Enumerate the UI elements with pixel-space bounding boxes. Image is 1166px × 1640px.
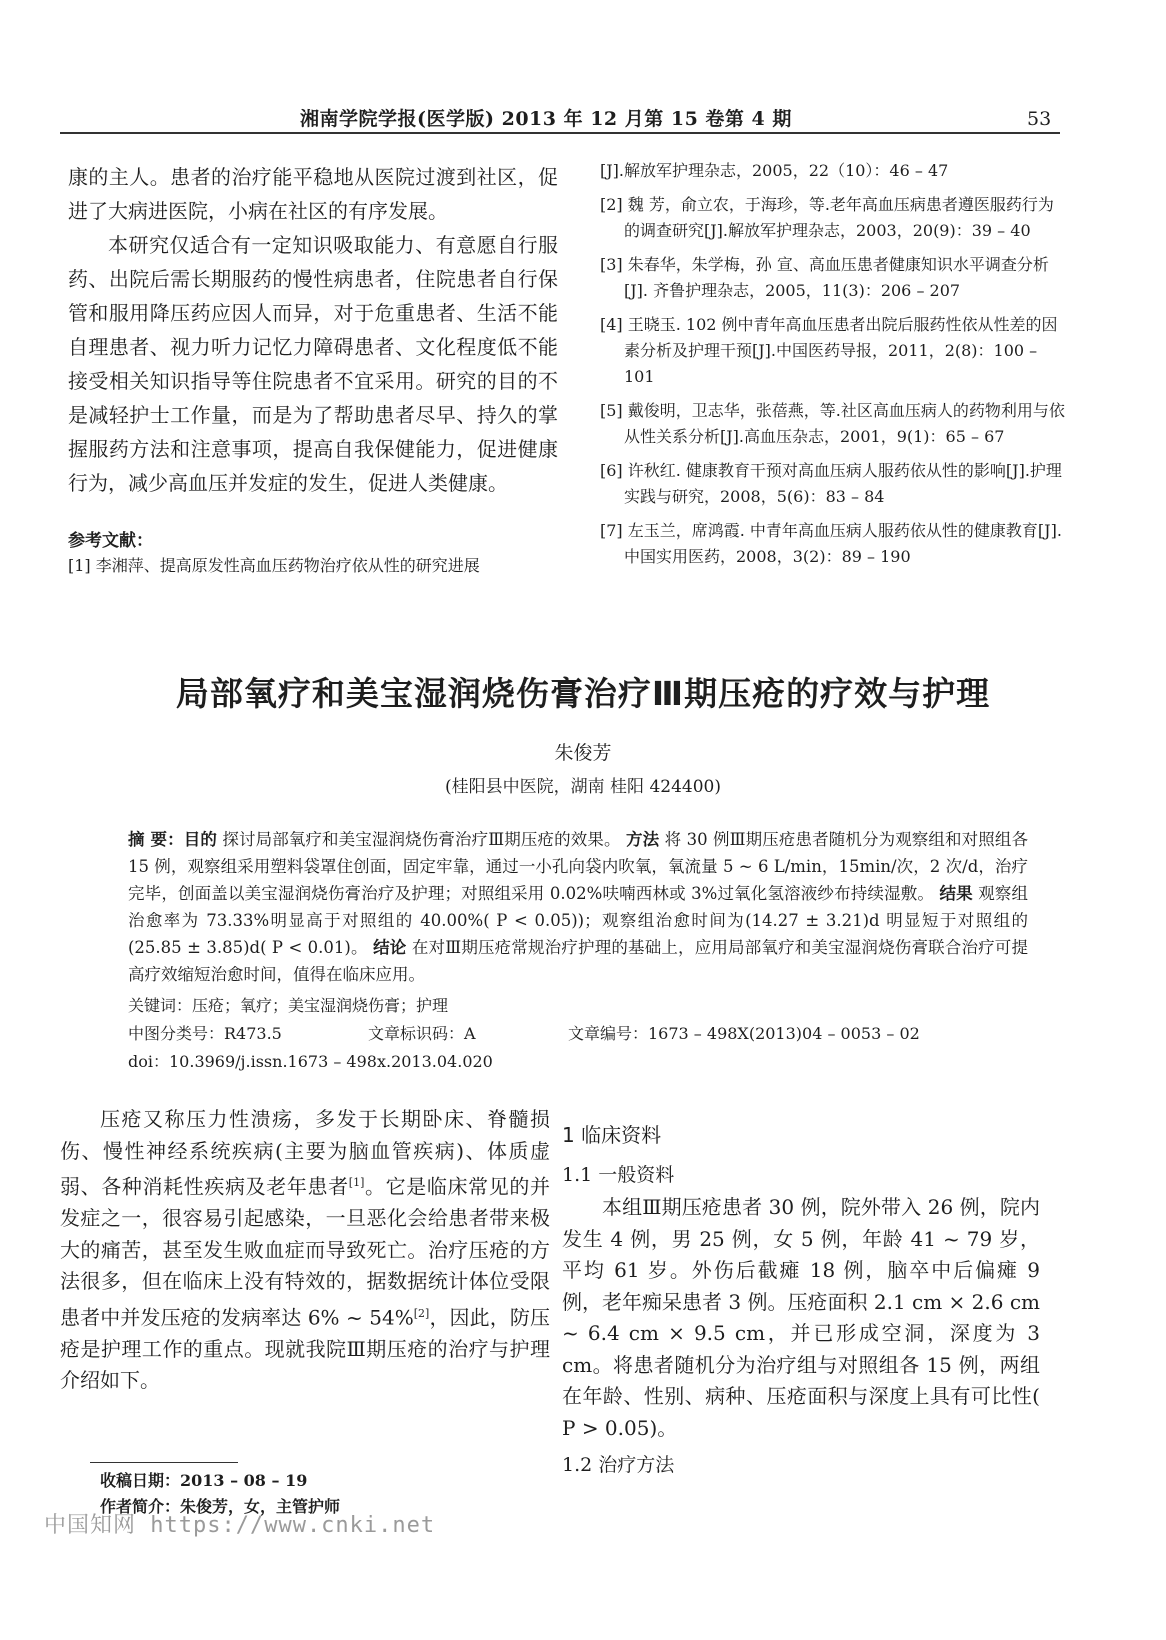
abstract bbox=[128, 826, 1028, 988]
article-title: 局部氧疗和美宝湿润烧伤膏治疗Ⅲ期压疮的疗效与护理 bbox=[175, 674, 991, 713]
author-affiliation: (桂阳县中医院，湖南 桂阳 424400) bbox=[445, 777, 721, 797]
citation-1: [1] bbox=[348, 1176, 365, 1189]
conclusion-label: 结论 bbox=[373, 938, 407, 957]
citation-2: [2] bbox=[413, 1306, 430, 1320]
abstract-purpose: 探讨局部氧疗和美宝湿润烧伤膏治疗Ⅲ期压疮的效果。 bbox=[222, 830, 621, 849]
reference-7: [7] 左玉兰，席鸿霞. 中青年高血压病人服药依从性的健康教育[J]. 中国实用医药，2008，3(2)：89 – 190 bbox=[600, 521, 1062, 566]
keywords: 关键词：压疮；氧疗；美宝湿润烧伤膏；护理 bbox=[128, 996, 449, 1015]
method-label: 方法 bbox=[626, 830, 660, 849]
footnote-rule bbox=[90, 1462, 238, 1463]
intro-text-b: 。它是临床常见的并发症之一，很容易引起感染，一旦恶化会给患者带来极大的痛苦，甚至发生败血症而导致死亡。治疗压疮的方法很多，但在临床上没有特效的，据数据统计体位受限患者中并发压疮的发病率达 6% ~ 54% bbox=[60, 1174, 551, 1330]
intro-paragraph bbox=[60, 1104, 550, 1397]
reference-1-cont: [J].解放军护理杂志，2005，22（10）：46 – 47 bbox=[600, 161, 949, 180]
clc-number: 中图分类号：R473.5 bbox=[128, 1024, 282, 1043]
subsection-heading: 1.1 一般资料 bbox=[562, 1164, 675, 1186]
body-left-column bbox=[60, 1104, 550, 1397]
author-bio: 作者简介：朱俊芳，女，主管护师 bbox=[100, 1497, 341, 1516]
abstract-method: 将 30 例Ⅲ期压疮患者随机分为观察组和对照组各 15 例，观察组采用塑料袋罩住创面，固定牢靠，通过一小孔向袋内吹氧，氧流量 5 ~ 6 L/min，15min/次，2 次/d，治疗完毕，创面盖以美宝湿润烧伤膏治疗及护理；对照组采用 0.02%呋喃西林或 3%过氧化氢溶液纱布持续湿敷。 bbox=[128, 830, 1029, 903]
article-author: 朱俊芳 bbox=[554, 742, 612, 764]
prev-article-left-column bbox=[68, 160, 558, 500]
abstract-label: 摘 要：目的 bbox=[128, 830, 217, 849]
references-title: 参考文献： bbox=[68, 531, 153, 551]
document-code: 文章标识码：A bbox=[368, 1024, 476, 1043]
article-number: 文章编号：1673 – 498X(2013)04 – 0053 – 02 bbox=[568, 1024, 920, 1043]
body-right-column bbox=[562, 1120, 1040, 1482]
reference-6: [6] 许秋红. 健康教育干预对高血压病人服药依从性的影响[J].护理实践与研究，2008，5(6)：83 – 84 bbox=[600, 461, 1062, 506]
doi: doi：10.3969/j.issn.1673 – 498x.2013.04.020 bbox=[128, 1052, 493, 1071]
reference-4: [4] 王晓玉. 102 例中青年高血压患者出院后服药性依从性差的因素分析及护理干预[J].中国医药导报，2011，2(8)：100 – 101 bbox=[600, 315, 1058, 386]
prev-para-2: 本研究仅适合有一定知识吸取能力、有意愿自行服药、出院后需长期服药的慢性病患者，住院患者自行保管和服用降压药应因人而异，对于危重患者、生活不能自理患者、视力听力记忆力障碍患者、文化程度低不能接受相关知识指导等住院患者不宜采用。研究的目的不是减轻护士工作量，而是为了帮助患者尽早、持久的掌握服药方法和注意事项，提高自我保健能力，促进健康行为，减少高血压并发症的发生，促进人类健康。 bbox=[68, 233, 558, 495]
received-date: 收稿日期：2013 – 08 – 19 bbox=[100, 1471, 308, 1490]
header-rule bbox=[60, 132, 1060, 134]
intro-text-c: ，因此，防压疮是护理工作的重点。现就我院Ⅲ期压疮的治疗与护理介绍如下。 bbox=[60, 1305, 551, 1393]
reference-5: [5] 戴俊明，卫志华，张蓓燕，等.社区高血压病人的药物利用与依从性关系分析[J].高血压杂志，2001，9(1)：65 – 67 bbox=[600, 401, 1065, 446]
references-right-column bbox=[600, 160, 1068, 578]
page-number: 53 bbox=[1027, 108, 1052, 130]
cnki-watermark: 中国知网 https://www.cnki.net bbox=[44, 1513, 436, 1538]
reference-3: [3] 朱春华，朱学梅，孙 宣、高血压患者健康知识水平调查分析[J]. 齐鲁护理杂志，2005，11(3)：206 – 207 bbox=[600, 255, 1049, 300]
result-label: 结果 bbox=[939, 884, 973, 903]
subsection-heading-2: 1.2 治疗方法 bbox=[562, 1454, 675, 1476]
reference-2: [2] 魏 芳，俞立农，于海珍，等.老年高血压病患者遵医服药行为的调查研究[J].解放军护理杂志，2003，20(9)：39 – 40 bbox=[600, 195, 1054, 240]
section-heading: 1 临床资料 bbox=[562, 1123, 662, 1147]
running-head: 湘南学院学报(医学版) 2013 年 12 月第 15 卷第 4 期 bbox=[300, 108, 792, 130]
section-paragraph: 本组Ⅲ期压疮患者 30 例，院外带入 26 例，院内发生 4 例，男 25 例，女 5 例，年龄 41 ~ 79 岁，平均 61 岁。外伤后截瘫 18 例，脑卒中后偏瘫 9 例，老年痴呆患者 3 例。压疮面积 2.1 cm × 2.6 cm ~ 6.4 cm × 9.5 cm，并已形成空洞，深度为 3 cm。将患者随机分为治疗组与对照组各 15 例，两组在年龄、性别、病种、压疮面积与深度上具有可比性( P > 0.05)。 bbox=[562, 1195, 1040, 1440]
abstract-result: 观察组治愈率为 73.33%明显高于对照组的 40.00%( P < 0.05))；观察组治愈时间为(14.27 ± 3.21)d 明显短于对照组的(25.85 ± 3.85)d( P < 0.01)。 bbox=[128, 884, 1029, 957]
abstract-conclusion: 在对Ⅲ期压疮常规治疗护理的基础上，应用局部氧疗和美宝湿润烧伤膏联合治疗可提高疗效缩短治愈时间，值得在临床应用。 bbox=[128, 938, 1028, 984]
prev-para-1: 康的主人。患者的治疗能平稳地从医院过渡到社区，促进了大病进医院，小病在社区的有序发展。 bbox=[68, 165, 558, 223]
intro-text-a: 压疮又称压力性溃疡，多发于长期卧床、脊髓损伤、慢性神经系统疾病(主要为脑血管疾病)、体质虚弱、各种消耗性疾病及老年患者 bbox=[60, 1107, 550, 1199]
reference-1: [1] 李湘萍、提高原发性高血压药物治疗依从性的研究进展 bbox=[68, 556, 480, 575]
